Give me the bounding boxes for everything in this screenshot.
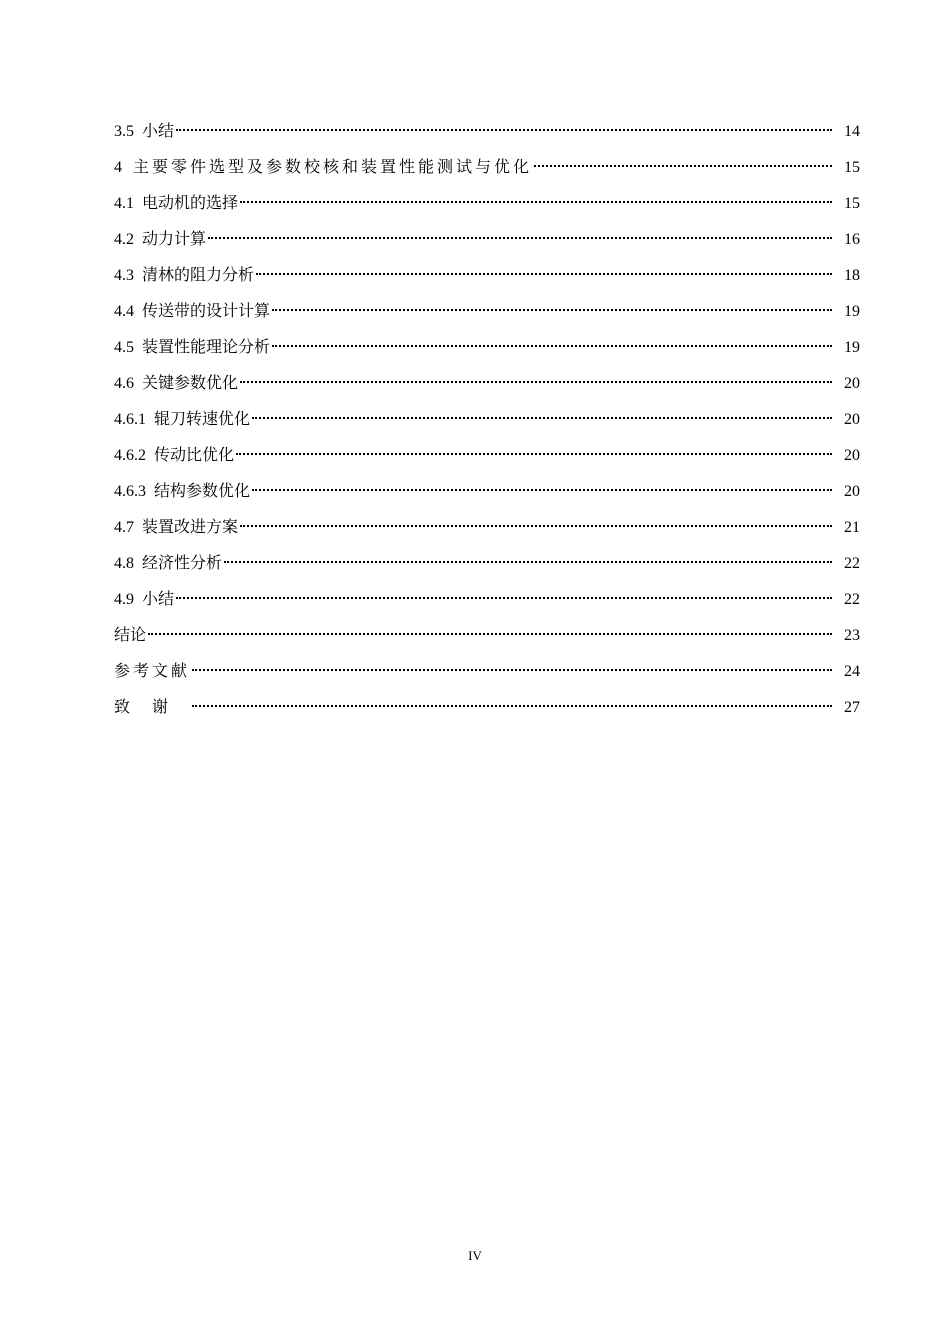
toc-entry-title [114,618,146,654]
toc-entry-title [114,438,234,474]
toc-page-number: 20 [844,447,860,464]
toc-page-number: 16 [844,231,860,248]
toc-dot-leader [240,181,832,203]
toc-page-number: 20 [844,483,860,500]
toc-page-number: 20 [844,411,860,428]
toc-entry-label: 动力计算 [142,231,207,248]
toc-dot-leader [272,325,832,347]
toc-page-number: 19 [844,339,860,356]
toc-entry-number: 4.3 [114,267,134,284]
toc-entry-label: 参考文献 [114,663,191,680]
toc-entry-label: 结构参数优化 [154,483,251,500]
page-number-footer: IV [468,1248,482,1263]
toc-entry-title [114,294,270,330]
toc-entry-title [114,474,250,510]
toc-entry-number: 4.9 [114,591,134,608]
toc-entry-label: 传送带的设计计算 [142,303,271,320]
toc-entry-title [114,222,206,258]
toc-entry-label: 小结 [142,591,175,608]
toc-entry-number: 4.4 [114,303,134,320]
toc-entry-number: 4.1 [114,195,134,212]
toc-page-number: 14 [844,123,860,140]
toc-page-number: 19 [844,303,860,320]
toc-entry-label: 辊刀转速优化 [154,411,251,428]
toc-page-number: 27 [844,699,860,716]
toc-entry-number: 4.2 [114,231,134,248]
toc-entry-title [114,258,254,294]
toc-dot-leader [272,289,832,311]
toc-entry-number: 4.7 [114,519,134,536]
toc-dot-leader [240,505,832,527]
toc-dot-leader [224,541,832,563]
toc-page-number: 18 [844,267,860,284]
toc-entry-label: 经济性分析 [142,555,223,572]
toc-entry-label: 清林的阻力分析 [142,267,255,284]
toc-entry-label: 电动机的选择 [142,195,239,212]
toc-entry-label: 装置性能理论分析 [142,339,271,356]
toc-entry-number: 4.6.2 [114,447,146,464]
toc-entry-number: 4.6 [114,375,134,392]
toc-page-number: 15 [844,159,860,176]
toc-page-number: 24 [844,663,860,680]
toc-entry-number: 4 [114,159,125,176]
toc-dot-leader [192,649,832,671]
table-of-contents [114,114,860,726]
toc-entry-title [114,510,238,546]
toc-page-number: 22 [844,591,860,608]
toc-dot-leader [236,433,832,455]
toc-entry-label: 传动比优化 [154,447,235,464]
toc-entry-number: 4.6.1 [114,411,146,428]
toc-entry-label: 结论 [114,627,147,644]
toc-entry-acknowledgements[interactable] [114,690,860,726]
toc-entry-title [114,114,174,150]
toc-entry-number: 4.6.3 [114,483,146,500]
toc-dot-leader [176,109,832,131]
toc-dot-leader [256,253,832,275]
toc-entry-title [114,402,250,438]
toc-entry-label: 小结 [142,123,175,140]
toc-page-number: 15 [844,195,860,212]
toc-entry-number: 4.8 [114,555,134,572]
toc-page-number: 21 [844,519,860,536]
toc-entry-label: 致谢 [114,699,191,716]
toc-entry-number: 4.5 [114,339,134,356]
toc-entry-label: 主要零件选型及参数校核和装置性能测试与优化 [133,159,533,176]
toc-entry-label: 关键参数优化 [142,375,239,392]
toc-page-number: 20 [844,375,860,392]
toc-dot-leader [534,145,832,167]
toc-entry-title [114,366,238,402]
toc-entry-title [114,690,190,726]
toc-entry-title [114,654,190,690]
toc-dot-leader [192,685,832,707]
toc-dot-leader [252,397,832,419]
toc-dot-leader [148,613,832,635]
toc-entry-label: 装置改进方案 [142,519,239,536]
toc-entry-number: 3.5 [114,123,134,140]
toc-page-number: 22 [844,555,860,572]
toc-dot-leader [252,469,832,491]
toc-dot-leader [176,577,832,599]
toc-dot-leader [240,361,832,383]
toc-page-number: 23 [844,627,860,644]
toc-dot-leader [208,217,832,239]
